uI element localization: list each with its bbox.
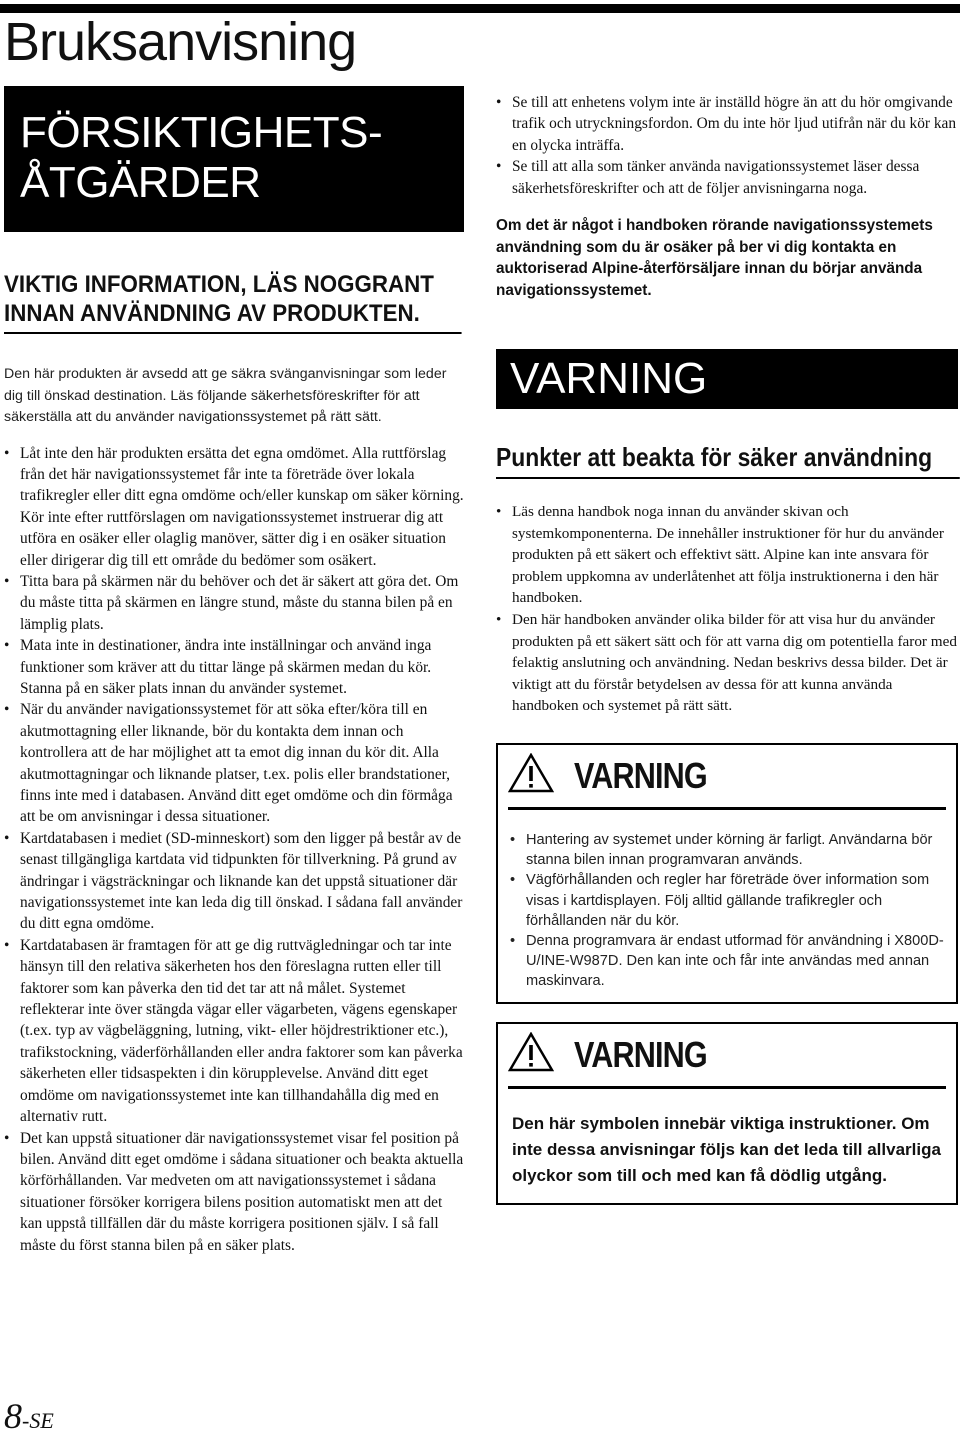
- list-item-text: Kartdatabasen i mediet (SD-minneskort) som den ligger på består av de senast tillgängliga kartdata vid tidpunkten för tillverkning. På grund av ändringar i vägsträckningar och liknande kan det uppstå situationer där navigationssystemet inte kan leda dig till önskad. I sådana fall använder du ditt egna omdöme.: [20, 829, 463, 933]
- warning-box-header: [498, 1024, 956, 1086]
- warning-list: [498, 810, 956, 1002]
- list-item: [4, 828, 464, 935]
- list-item: [4, 1128, 464, 1256]
- page-number: [4, 1398, 54, 1439]
- list-item: [510, 870, 946, 931]
- list-item: [496, 609, 958, 717]
- left-column: [4, 86, 464, 1256]
- warning-triangle-icon: [508, 753, 554, 798]
- section-title: Bruksanvisning: [4, 12, 357, 72]
- warning-box-symbol: [496, 1022, 958, 1205]
- list-item-text: Se till att enhetens volym inte är inställd högre än att du hör omgivande trafik och utryckningsfordon. Om du inte hör ljud utifrån när du kör kan en olycka inträffa.: [512, 94, 957, 154]
- warning-box-title: VARNING: [574, 1033, 707, 1075]
- list-item-text: Mata inte in destinationer, ändra inte inställningar och använd inga funktioner som kräver att du tittar länge på skärmen medan du kör. Stanna på en säker plats innan du använder systemet.: [20, 637, 432, 697]
- list-item-text: Hantering av systemet under körning är farligt. Användarna bör stanna bilen innan programvaran används.: [526, 831, 933, 869]
- warning-box-header: [498, 745, 956, 807]
- list-item: [4, 699, 464, 827]
- list-item: [496, 156, 958, 199]
- precautions-banner: FÖRSIKTIGHETS- ÅTGÄRDER: [4, 86, 464, 232]
- list-item-text: När du använder navigationssystemet för att söka efter/köra till en akutmottagning eller liknande, bör du kontakta dem innan och kontrollera att de har möjlighet att ta emot dig innan du kör dit. Alla akutmottagningar och liknande platser, t.ex. polis eller brandstationer, finns inte med i databasen. Använd ditt eget omdöme och din förmåga att be om anvisningar i dessa situationer.: [20, 701, 453, 826]
- list-item: [4, 935, 464, 1128]
- safe-use-heading: Punkter att beakta för säker användning: [496, 441, 959, 479]
- varning-banner: VARNING: [496, 349, 958, 409]
- list-item: [4, 571, 464, 635]
- warning-triangle-icon: [508, 1032, 554, 1077]
- list-item-text: Läs denna handbok noga innan du använder skivan och systemkomponenterna. De innehåller instruktioner för hur du använder produkten på ett säkert och effektivt sätt. Alpine kan inte ansvara för problem uppkomna av underlåtenhet att följa instruktionerna i den här handboken.: [512, 503, 944, 607]
- list-item: [4, 635, 464, 699]
- list-item: [496, 92, 958, 156]
- page-number-suffix: -SE: [22, 1408, 54, 1433]
- list-item-text: Kartdatabasen är framtagen för att ge dig ruttvägledningar och tar inte hänsyn till den relativa säkerheten hos den föreslagna rutten eller till faktorer som kan påverka den tid det tar att nå målet. Systemet reflekterar inte över stängda vägar eller vägarbeten, vägens egenskaper (t.ex. typ av vägbeläggning, lutning, vikt- eller höjdrestriktioner etc.), trafikstockning, väderförhållanden eller andra faktorer som kan påverka säkerheten eller tidsaspekten i din körupplevelse. Använd ditt eget omdöme om navigationssystemet inte kan tillhandahålla dig med en alternativ rutt.: [20, 936, 463, 1126]
- warning-box-title: VARNING: [574, 754, 707, 796]
- warning-symbol-note: Den här symbolen innebär viktiga instruktioner. Om inte dessa anvisningar följs kan det leda till allvarliga olyckor som till och med kan få dödlig utgång.: [512, 1113, 941, 1185]
- safe-use-list: [496, 501, 958, 717]
- list-item-text: Denna programvara är endast utformad för användning i X800D-U/INE-W987D. Den kan inte och får inte användas med annan maskinvara.: [526, 932, 944, 990]
- list-item-text: Låt inte den här produkten ersätta det egna omdömet. Alla ruttförslag från det här navigationssystemet får inte ta företräde över lokala trafikregler eller ditt egna omdöme och/eller kunskap om säker körning. Kör inte efter ruttförslagen om navigationssystemet instruerar dig att utföra en osäker eller olaglig manöver, sätter dig i en osäker situation eller dirigerar dig till ett område du bedömer som osäkert.: [20, 444, 464, 569]
- important-info-heading: VIKTIG INFORMATION, LÄS NOGGRANT INNAN ANVÄNDNING AV PRODUKTEN.: [4, 270, 462, 334]
- intro-paragraph: Den här produkten är avsedd att ge säkra svänganvisningar som leder dig till önskad destination. Läs följande säkerhetsföreskrifter för att säkerställa att du använder navigationssystemet på rätt sätt.: [4, 366, 447, 425]
- list-item: [510, 830, 946, 870]
- top-precautions-list: [496, 92, 958, 199]
- list-item: [4, 443, 464, 571]
- page-number-value: 8: [4, 1396, 22, 1436]
- list-item-text: Den här handboken använder olika bilder för att visa hur du använder produkten på ett säkert sätt och för att varna dig om potentiella faror med felaktig anslutning och användning. Nedan beskrivs dessa bilder. Det är viktigt att du förstår betydelsen av dessa för att kunna använda handboken och systemet på rätt sätt.: [512, 611, 957, 715]
- list-item-text: Vägförhållanden och regler har företräde över information som visas i kartdisplayen. Följ alltid gällande trafikregler och förhållanden när du kör.: [526, 872, 930, 929]
- right-column: [496, 92, 958, 1205]
- contact-dealer-paragraph: Om det är något i handboken rörande navigationssystemets användning som du är osäker på ber vi dig kontakta en auktoriserad Alpine-återförsäljare innan du börjar använda navigationssystemet.: [496, 217, 933, 299]
- list-item: [510, 931, 946, 992]
- warning-box-operation: [496, 743, 958, 1004]
- list-item-text: Det kan uppstå situationer där navigationssystemet visar fel position på bilen. Använd ditt eget omdöme i sådana situationer och beakta aktuella körförhållanden. Var medveten om att navigationssystemet i sådana situationer försöker korrigera bilens position automatiskt men att det kan uppstå tillfällen där du måste korrigera positionen själv. I så fall måste du först stanna bilen på en säker plats.: [20, 1129, 464, 1254]
- list-item-text: Se till att alla som tänker använda navigationssystemet läser dessa säkerhetsföreskrifter och att de följer anvisningarna noga.: [512, 158, 920, 197]
- list-item-text: Titta bara på skärmen när du behöver och det är säkert att göra det. Om du måste titta på skärmen en längre stund, måste du stanna bilen på en lämplig plats.: [20, 572, 459, 633]
- list-item: [496, 501, 958, 609]
- precautions-list: [4, 443, 464, 1256]
